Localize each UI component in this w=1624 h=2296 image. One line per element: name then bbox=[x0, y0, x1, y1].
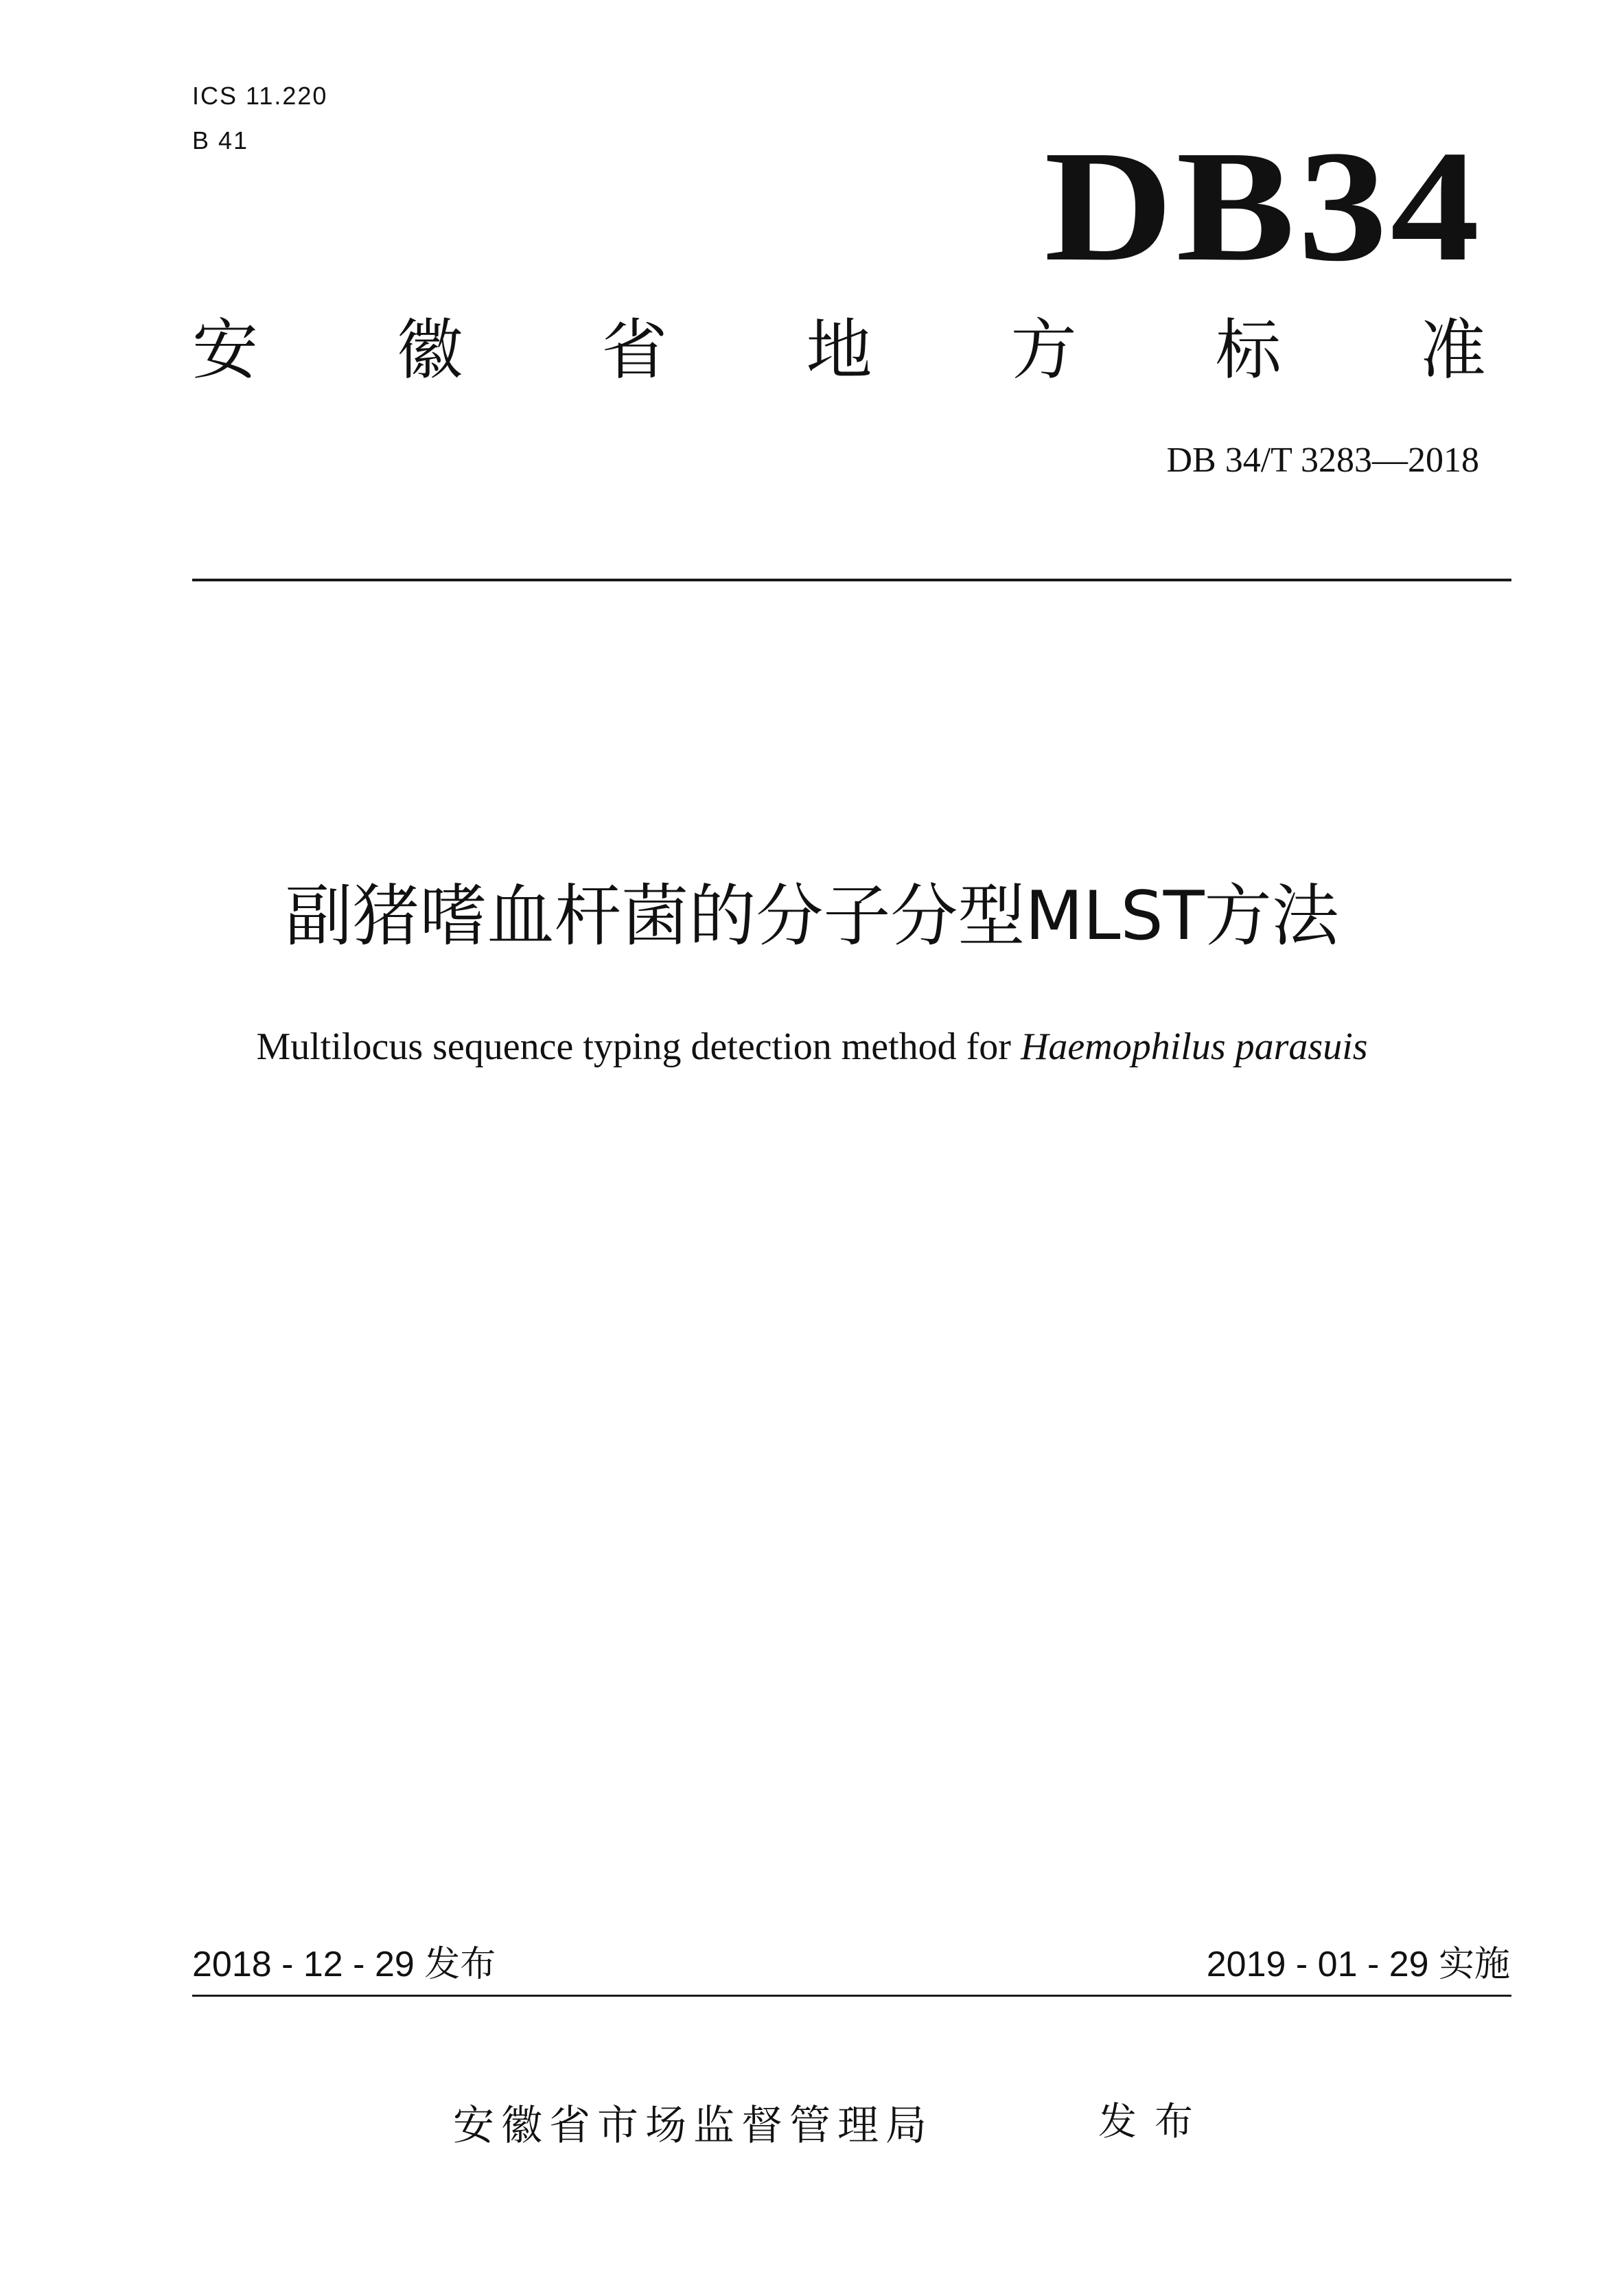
ccs-code: B 41 bbox=[192, 126, 249, 154]
header-divider bbox=[192, 579, 1511, 581]
publish-label: 发布 bbox=[1098, 2100, 1211, 2144]
standard-type-char: 准 bbox=[1419, 312, 1486, 389]
standard-type-char: 地 bbox=[806, 312, 872, 389]
standard-type-char: 省 bbox=[601, 312, 668, 389]
title-english-prefix: Multilocus sequence typing detection method for bbox=[256, 1025, 1021, 1068]
publisher-name: 安徽省市场监督管理局 bbox=[453, 2102, 933, 2150]
standard-type-char: 安 bbox=[192, 312, 258, 389]
footer-divider bbox=[192, 1995, 1511, 1997]
standard-number: DB 34/T 3283—2018 bbox=[1166, 441, 1479, 480]
standard-type-char: 徽 bbox=[397, 312, 463, 389]
document-title-chinese: 副猪嗜血杆菌的分子分型MLST方法 bbox=[285, 877, 1339, 955]
db-logo: DB34 bbox=[1044, 118, 1483, 294]
standard-type-char: 方 bbox=[1010, 312, 1077, 389]
standard-type-heading bbox=[192, 312, 1486, 388]
issue-date: 2018 - 12 - 29 发布 bbox=[192, 1945, 496, 1984]
title-english-species: Haemophilus parasuis bbox=[1020, 1025, 1368, 1068]
document-title-english bbox=[0, 1023, 1624, 1071]
ics-code: ICS 11.220 bbox=[192, 82, 328, 110]
standard-type-char: 标 bbox=[1215, 312, 1281, 389]
implementation-date: 2019 - 01 - 29 实施 bbox=[1206, 1945, 1510, 1984]
